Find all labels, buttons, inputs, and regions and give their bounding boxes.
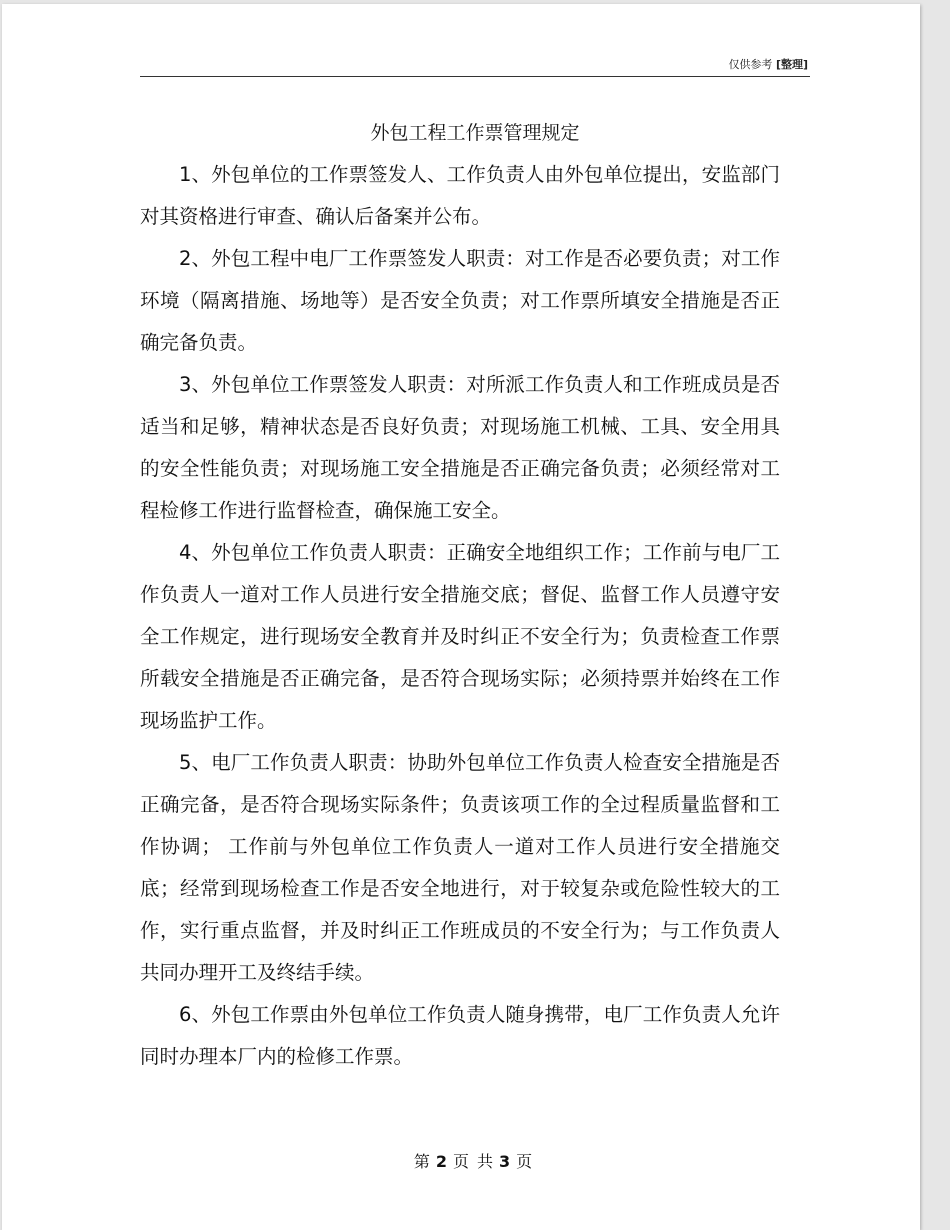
- document-page: [2, 4, 920, 1230]
- paragraph-1: 1、外包单位的工作票签发人、工作负责人由外包单位提出，安监部门对其资格进行审查、确认后备案并公布。: [140, 163, 780, 228]
- footer-page-word: 页: [452, 1152, 469, 1171]
- footer-prefix: 第: [413, 1152, 430, 1171]
- header-note-text: 仅供参考: [728, 58, 773, 71]
- footer-total-word: 共: [477, 1152, 494, 1171]
- paragraph-3: 3、外包单位工作票签发人职责：对所派工作负责人和工作班成员是否适当和足够，精神状态是否良好负责；对现场施工机械、工具、安全用具的安全性能负责；对现场施工安全措施是否正确完备负责；必须经常对工程检修工作进行监督检查，确保施工安全。: [140, 373, 780, 522]
- footer-total-pages: 3: [499, 1152, 511, 1171]
- paragraph-6: 6、外包工作票由外包单位工作负责人随身携带，电厂工作负责人允许同时办理本厂内的检修工作票。: [140, 1003, 780, 1068]
- paragraph-2: 2、外包工程中电厂工作票签发人职责：对工作是否必要负责；对工作环境（隔离措施、场地等）是否安全负责；对工作票所填安全措施是否正确完备负责。: [140, 247, 780, 354]
- footer-suffix: 页: [516, 1152, 533, 1171]
- paragraph-5: 5、电厂工作负责人职责：协助外包单位工作负责人检查安全措施是否正确完备，是否符合现场实际条件；负责该项工作的全过程质量监督和工作协调； 工作前与外包单位工作负责人一道对工作人员进行安全措施交底；经常到现场检查工作是否安全地进行，对于较复杂或危险性较大的工作，实行重点监督，并及时纠正工作班成员的不安全行为；与工作负责人共同办理开工及终结手续。: [140, 751, 780, 984]
- page-footer: [0, 1152, 946, 1172]
- header-note: [728, 58, 808, 72]
- header-tag: [整理]: [775, 58, 808, 71]
- footer-current-page: 2: [435, 1152, 447, 1171]
- document-title: 外包工程工作票管理规定: [370, 122, 580, 144]
- header-divider: [140, 76, 810, 77]
- document-body: [140, 154, 780, 1078]
- paragraph-4: 4、外包单位工作负责人职责：正确安全地组织工作；工作前与电厂工作负责人一道对工作人员进行安全措施交底；督促、监督工作人员遵守安全工作规定，进行现场安全教育并及时纠正不安全行为；负责检查工作票所载安全措施是否正确完备，是否符合现场实际；必须持票并始终在工作现场监护工作。: [140, 541, 780, 732]
